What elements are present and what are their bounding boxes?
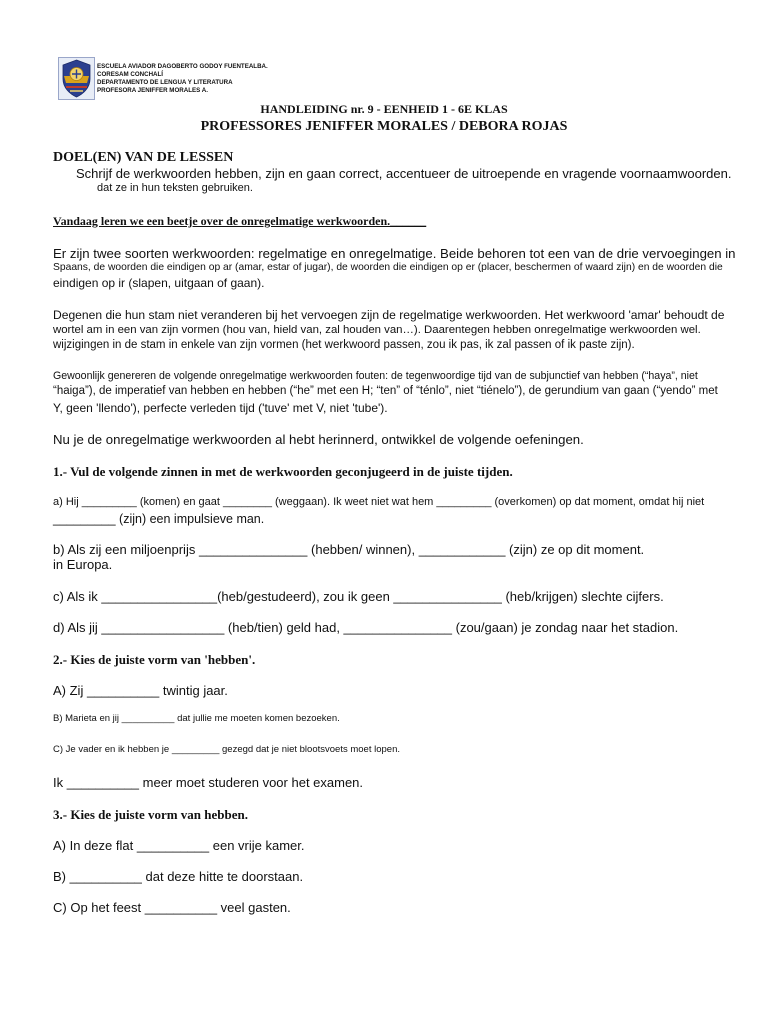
- exercise-2-item-c: C) Je vader en ik hebben je _________ gezegd dat je niet blootsvoets moet lopen.: [53, 744, 400, 755]
- school-name: ESCUELA AVIADOR DAGOBERTO GODOY FUENTEALBA.: [97, 63, 268, 70]
- school-crest-logo: [58, 57, 95, 100]
- objective-line-1: [76, 166, 731, 181]
- exercise-3-item-b: B) __________ dat deze hitte te doorstaan.: [53, 869, 304, 884]
- school-info: [97, 63, 268, 95]
- objective-text: Schrijf de werkwoorden hebben, zijn en gaan correct, accentueer de uitroepende en vragende voornaamwoorden.: [76, 166, 732, 181]
- exercise-1-item-a-line-2: _________ (zijn) een impulsieve man.: [53, 512, 265, 526]
- exercise-1-item-b-line-2: in Europa.: [53, 557, 113, 572]
- paragraph-1-line-2: Spaans, de woorden die eindigen op ar (amar, estar of jugar), de woorden die eindigen op er (placer, beschermen of waard zijn) en de woorden die: [53, 262, 723, 273]
- exercise-2-heading: 2.- Kies de juiste vorm van 'hebben'.: [53, 652, 256, 667]
- paragraph-3-line-1: Gewoonlijk genereren de volgende onregelmatige werkwoorden fouten: de tegenwoordige tijd van de subjunctief van hebben (“haya”, niet: [53, 370, 698, 382]
- exercise-1-item-b-line-1: b) Als zij een miljoenprijs _______________ (hebben/ winnen), ____________ (zijn) ze op dit moment.: [53, 542, 645, 557]
- exercise-1-item-d: d) Als jij _________________ (heb/tien) geld had, _______________ (zou/gaan) je zondag naar het stadion.: [53, 620, 679, 635]
- school-teacher: PROFESORA JENIFFER MORALES A.: [97, 87, 208, 94]
- paragraph-4: Nu je de onregelmatige werkwoorden al hebt herinnerd, ontwikkel de volgende oefeningen.: [53, 432, 584, 447]
- exercise-1-item-c: c) Als ik ________________(heb/gestudeerd), zou ik geen _______________ (heb/krijgen) slechte cijfers.: [53, 589, 664, 604]
- school-district: CORESAM CONCHALÍ: [97, 71, 163, 78]
- paragraph-1-line-1: Er zijn twee soorten werkwoorden: regelmatige en onregelmatige. Beide behoren tot een van de drie vervoegingen in: [53, 246, 736, 261]
- paragraph-2-line-2: wortel am in een van zijn vormen (hou van, hield van, zal houden van…). Daarentegen hebben onregelmatige werkwoorden wel.: [53, 324, 701, 336]
- objective-line-2: dat ze in hun teksten gebruiken.: [97, 182, 253, 194]
- exercise-3-item-c: C) Op het feest __________ veel gasten.: [53, 900, 291, 915]
- paragraph-3-line-3: Y, geen 'llendo'), perfecte verleden tijd ('tuve' met V, niet 'tube').: [53, 401, 388, 415]
- exercise-3-item-a: A) In deze flat __________ een vrije kamer.: [53, 838, 305, 853]
- paragraph-1-line-3: eindigen op ir (slapen, uitgaan of gaan).: [53, 276, 265, 290]
- objectives-heading: DOEL(EN) VAN DE LESSEN: [53, 150, 234, 165]
- exercise-2-item-a: A) Zij __________ twintig jaar.: [53, 683, 228, 698]
- paragraph-3-line-2: “haiga”), de imperatief van hebben en hebben (“he” met een H; “ten” of “ténlo”, niet “tiénelo”), de gerundium van gaan (“yendo” met: [53, 385, 718, 397]
- teachers-title: PROFESSORES JENIFFER MORALES / DEBORA ROJAS: [200, 119, 568, 134]
- exercise-1-item-a-line-1: a) Hij _________ (komen) en gaat ________ (weggaan). Ik weet niet wat hem _________ (overkomen) op dat moment, omdat hij niet: [53, 496, 705, 508]
- exercise-2-item-d: Ik __________ meer moet studeren voor het examen.: [53, 775, 364, 790]
- paragraph-2-line-3: wijzigingen in de stam in enkele van zijn vormen (het werkwoord passen, zou ik pas, ik zal passen of ik paste zijn).: [53, 339, 635, 351]
- exercise-2-item-b: B) Marieta en jij __________ dat jullie me moeten komen bezoeken.: [53, 713, 340, 724]
- school-department: DEPARTAMENTO DE LENGUA Y LITERATURA: [97, 79, 233, 86]
- exercise-3-heading: 3.- Kies de juiste vorm van hebben.: [53, 807, 248, 822]
- handout-title: HANDLEIDING nr. 9 - EENHEID 1 - 6E KLAS: [260, 102, 508, 116]
- paragraph-2-line-1: Degenen die hun stam niet veranderen bij het vervoegen zijn de regelmatige werkwoorden. Het werkwoord 'amar' behoudt de: [53, 308, 725, 322]
- exercise-1-heading: 1.- Vul de volgende zinnen in met de werkwoorden geconjugeerd in de juiste tijden.: [53, 464, 513, 479]
- intro-heading: Vandaag leren we een beetje over de onregelmatige werkwoorden.______: [53, 214, 427, 228]
